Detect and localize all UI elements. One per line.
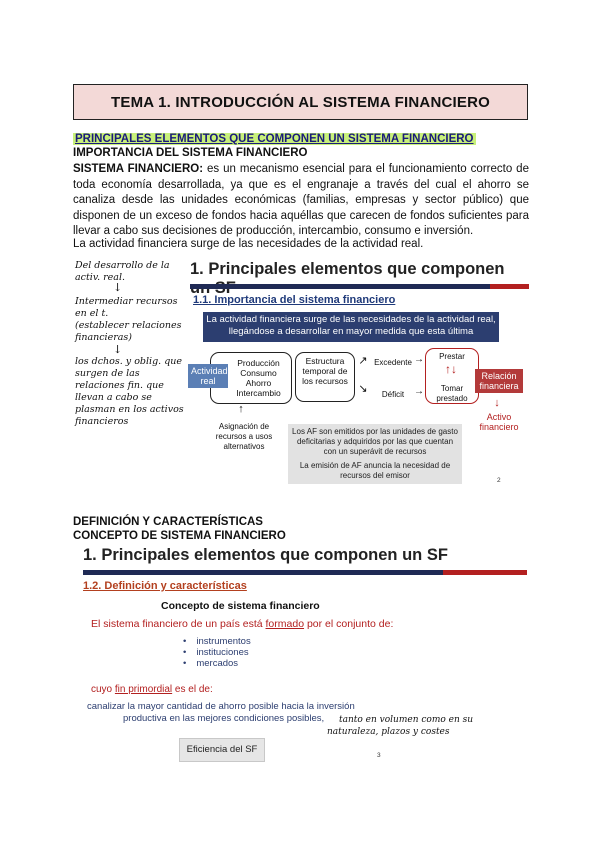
components-list — [183, 636, 251, 669]
slide2-bar-red — [443, 570, 527, 575]
arrow-right-icon-2: → — [414, 354, 424, 365]
definition-text: es un mecanismo esencial para el funcionamiento correcto de toda economía desarrollada, ya que es el engranaje a través del cual el ahorro se canaliza desde las unidades económicas (familias, empresas y sector público) que disponen de un exceso de fondos hacia aquéllas que carecen de fondos suficientes para llevar a cabo sus decisiones de producción, intercambio, consumo e inversión. — [73, 163, 529, 238]
purpose-line: cuyo fin primordial es el de: — [91, 684, 213, 695]
slide-title: 1. Principales elementos que componen — [190, 260, 505, 278]
prestar-label: Prestar — [439, 352, 465, 361]
deficit-label: Déficit — [381, 390, 405, 399]
list-item: • instrumentos — [183, 636, 251, 647]
list-item: • mercados — [183, 658, 251, 669]
arrow-up-right-icon: ↗ — [358, 355, 368, 367]
activo-financiero-label: Activo financiero — [479, 412, 519, 432]
asignacion-label: Asignación de recursos a usos alternativos — [215, 422, 273, 451]
purpose-text-1: canalizar la mayor cantidad de ahorro posible hacia la inversión — [87, 701, 355, 712]
section-subheading: IMPORTANCIA DEL SISTEMA FINANCIERO — [73, 147, 308, 159]
updown-arrows-icon: ↑↓ — [445, 362, 457, 376]
page-title: TEMA 1. INTRODUCCIÓN AL SISTEMA FINANCIERO — [73, 84, 528, 120]
arrow-down-icon: ↓ — [494, 397, 500, 409]
efficiency-box: Eficiencia del SF — [179, 738, 265, 762]
purpose-text-2: productiva en las mejores condiciones posibles, — [123, 713, 325, 724]
handwritten-note-4: los dchos. y oblig. que surgen de las relaciones fin. que llevan a cabo se plasman en los activos financieros — [75, 356, 184, 427]
definition-paragraph — [73, 162, 529, 240]
list-item: • instituciones — [183, 647, 251, 658]
handwritten-note-3: (establecer relaciones financieras) — [75, 320, 182, 343]
section-heading-main: PRINCIPALES ELEMENTOS QUE COMPONEN UN SISTEMA FINANCIERO — [75, 133, 474, 145]
handwritten-arrow: ↓ — [113, 281, 123, 294]
term-label: SISTEMA FINANCIERO: — [73, 163, 204, 175]
slide-page-number: 2 — [497, 477, 501, 484]
actividad-real-badge: Actividad real — [188, 364, 228, 388]
slide-bar-red — [490, 284, 529, 289]
section2-heading-1: DEFINICIÓN Y CARACTERÍSTICAS — [73, 516, 263, 528]
handwritten-note-1: Del desarrollo de la activ. real. — [75, 260, 170, 283]
paragraph-activity: La actividad financiera surge de las necesidades de la actividad real. — [73, 238, 424, 250]
slide-banner: La actividad financiera surge de las necesidades de la actividad real, llegándose a desarrollar en mayor medida que esta última — [203, 312, 499, 342]
definition-line: El sistema financiero de un país está formado por el conjunto de: — [91, 618, 394, 630]
grey-info-box: Los AF son emitidos por las unidades de gasto deficitarias y adquiridos por las que cuentan con un superávit de recursos La emisión de AF anuncia la necesidad de recursos del emisor — [288, 424, 462, 484]
slide-subtitle: 1.1. Importancia del sistema financiero — [193, 294, 396, 306]
arrow-up-icon: ↑ — [238, 403, 244, 415]
structure-label: Estructura temporal de los recursos — [302, 356, 348, 386]
activity-labels: Producción Consumo Ahorro Intercambio — [236, 358, 281, 398]
section2-heading-2: CONCEPTO DE SISTEMA FINANCIERO — [73, 530, 286, 542]
handwritten-note-5: tanto en volumen como en su — [339, 715, 474, 725]
slide2-title: 1. Principales elementos que componen un SF — [83, 546, 448, 564]
concept-title: Concepto de sistema financiero — [161, 600, 320, 612]
excedente-label: Excedente — [374, 358, 412, 367]
handwritten-arrow-2: ↓ — [113, 343, 123, 356]
handwritten-note-6: naturaleza, plazos y costes — [327, 727, 450, 737]
slide-bar — [190, 284, 490, 289]
tomar-prestado-label: Tomar prestado — [436, 384, 468, 403]
handwritten-note-2: Intermediar recursos en el t. — [75, 296, 178, 319]
arrow-down-right-icon: ↘ — [358, 383, 368, 395]
slide-definition — [73, 546, 529, 778]
slide-importance — [73, 252, 529, 500]
slide2-bar — [83, 570, 443, 575]
arrow-right-icon-3: → — [414, 386, 424, 397]
slide2-page-number: 3 — [377, 752, 381, 759]
relacion-financiera-badge: Relación financiera — [475, 369, 523, 393]
slide2-subtitle: 1.2. Definición y características — [83, 580, 247, 592]
